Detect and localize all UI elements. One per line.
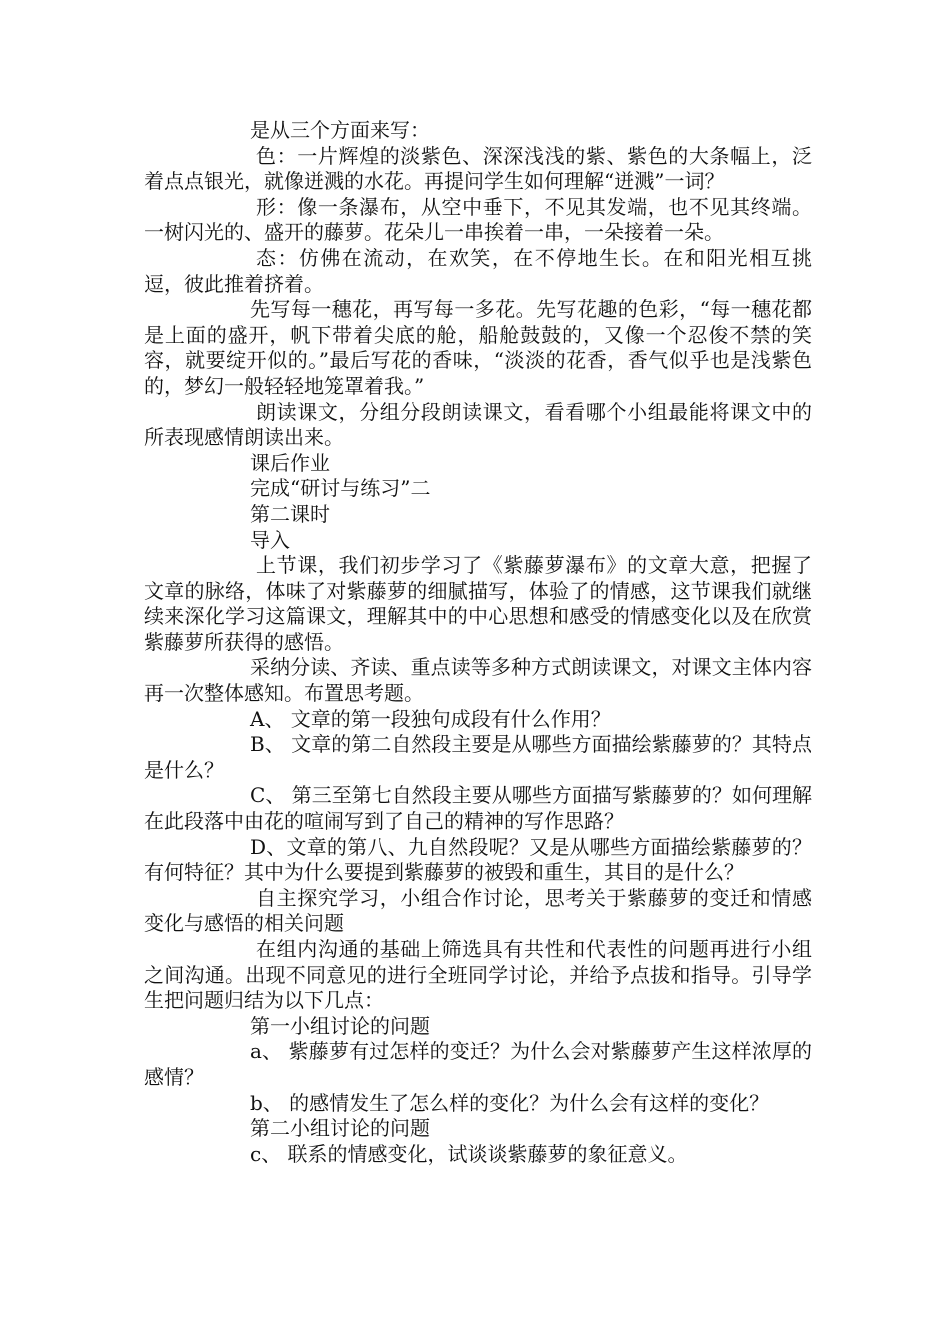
question-item: A、 文章的第一段独句成段有什么作用？ [250,706,611,731]
paragraph: 采纳分读、齐读、重点读等多种方式朗读课文，对课文主体内容再一次整体感知。布置思考题。 [144,655,812,706]
paragraph: 完成“研讨与练习”二 [250,476,431,501]
question-item: C、 第三至第七自然段主要从哪些方面描写紫藤萝的？如何理解在此段落中由花的喧闹写到了自己的精神的写作思路？ [144,783,812,834]
paragraph: 色：一片辉煌的淡紫色、深深浅浅的紫、紫色的大条幅上，泛着点点银光，就像迸溅的水花。再提问学生如何理解“迸溅”一词？ [144,143,812,194]
question-item: c、 联系的情感变化，试谈谈紫藤萝的象征意义。 [250,1141,688,1166]
section-heading: 第二小组讨论的问题 [250,1116,430,1141]
section-heading: 第一小组讨论的问题 [250,1013,430,1038]
paragraph: 是从三个方面来写： [250,118,430,142]
question-item: B、 文章的第二自然段主要是从哪些方面描绘紫藤萝的？其特点是什么？ [144,732,812,782]
section-heading: 导入 [250,527,290,552]
question-item: D、文章的第八、九自然段呢？又是从哪些方面描绘紫藤萝的？有何特征？其中为什么要提到紫藤萝的被毁和重生，其目的是什么？ [144,834,812,885]
paragraph: 在组内沟通的基础上筛选具有共性和代表性的问题再进行小组之间沟通。出现不同意见的进行全班同学讨论，并给予点拔和指导。引导学生把问题归结为以下几点： [144,937,812,1013]
document-body [144,118,812,1167]
paragraph: 朗读课文，分组分段朗读课文，看看哪个小组最能将课文中的所表现感情朗读出来。 [144,399,812,450]
question-item: a、 紫藤萝有过怎样的变迁？为什么会对紫藤萝产生这样浓厚的感情？ [144,1039,812,1089]
paragraph: 先写每一穗花，再写每一多花。先写花趣的色彩，“每一穗花都是上面的盛开，帆下带着尖底的舱，船舱鼓鼓的，又像一个忍俊不禁的笑容，就要绽开似的。”最后写花的香味，“淡淡的花香，香气似乎也是浅紫色的，梦幻一般轻轻地笼罩着我。” [144,297,812,398]
paragraph: 自主探究学习，小组合作讨论，思考关于紫藤萝的变迁和情感变化与感悟的相关问题 [144,885,812,936]
paragraph: 态：仿佛在流动，在欢笑，在不停地生长。在和阳光相互挑逗，彼此推着挤着。 [144,245,812,296]
paragraph: 上节课，我们初步学习了《紫藤萝瀑布》的文章大意，把握了文章的脉络，体味了对紫藤萝的细腻描写，体验了的情感，这节课我们就继续来深化学习这篇课文，理解其中的中心思想和感受的情感变化以及在欣赏紫藤萝所获得的感悟。 [144,553,812,654]
question-item: b、 的感情发生了怎么样的变化？为什么会有这样的变化？ [250,1090,770,1115]
paragraph: 形：像一条瀑布，从空中垂下，不见其发端，也不见其终端。一树闪光的、盛开的藤萝。花朵儿一串挨着一串，一朵接着一朵。 [144,194,812,245]
section-heading: 第二课时 [250,501,330,526]
section-heading: 课后作业 [250,450,330,475]
